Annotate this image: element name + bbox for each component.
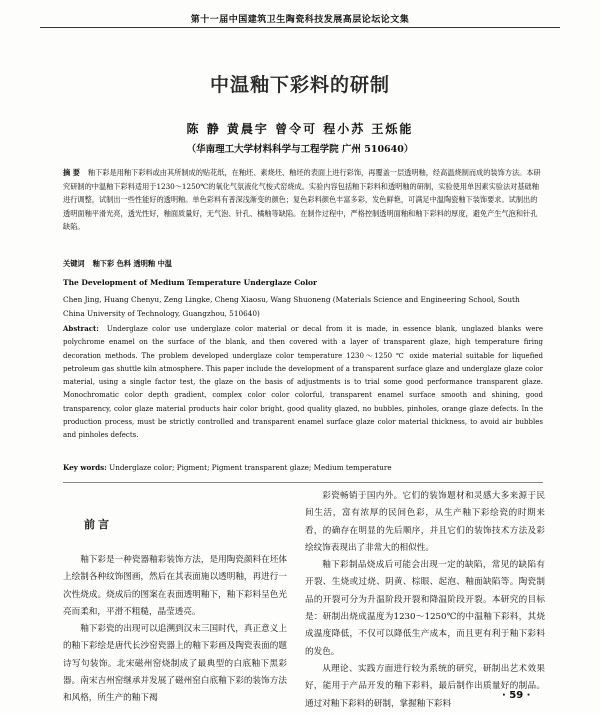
chinese-abstract-label: 摘 要 — [63, 168, 80, 177]
body-paragraph: 釉下彩是一种瓷器釉彩装饰方法，是用陶瓷颜料在坯体上绘制各种纹饰图画，然后在其表面施以透明釉，再进行一次性烧成。烧成后的图案在表面透明釉下，釉下彩料呈色光亮而柔和，平滑不粗糙，晶莹透亮。 — [63, 555, 287, 617]
running-head: 第十一届中国建筑卫生陶瓷科技发展高层论坛论文集 — [190, 15, 410, 25]
chinese-keywords-label: 关键词 — [63, 259, 85, 268]
section-heading: 前言 — [84, 518, 112, 531]
paper-authors: 陈 静 黄晨宇 曾令可 程小苏 王烁能 — [186, 122, 414, 136]
english-abstract — [63, 322, 543, 462]
english-title: The Development of Medium Temperature Underglaze Color — [63, 278, 317, 287]
english-keywords — [63, 463, 543, 472]
section-divider — [63, 482, 543, 483]
english-keywords-label: Key words: — [63, 463, 107, 472]
left-column — [63, 552, 287, 712]
author-affiliation: （华南理工大学材料科学与工程学院 广州 510640） — [186, 144, 414, 155]
english-abstract-label: Abstract: — [63, 324, 99, 333]
body-paragraph: 釉下彩瓷的出现可以追溯到汉末三国时代，真正意义上的釉下彩绘是唐代长沙窑瓷器上的釉下彩画及陶瓷表面的题诗写句装饰。北宋磁州窑烧制成了最典型的白底釉下黑彩器。南宋吉州窑继承并发展了磁州窑白底釉下彩的装饰方法和风格，所生产的釉下褐 — [63, 624, 287, 704]
body-paragraph: 釉下彩制品烧成后可能会出现一定的缺陷，常见的缺陷有开裂、生烧或过烧、阴黄、棕眼、起泡、釉面缺陷等。陶瓷制品的开裂可分为升温阶段开裂和降温阶段开裂。本研究的目标是：研制出烧成温度为1230～1250℃的中温釉下彩料，其烧成温度降低，不仅可以降低生产成本，而且更有利于釉下彩料的发色。 — [305, 560, 545, 657]
body-paragraph: 从理论、实践方面进行较为系统的研究，研制出艺术效果好，能用于产品开发的釉下彩料，最后制作出质量好的制品。通过对釉下彩料的研制，掌握釉下彩料 — [305, 663, 545, 709]
chinese-abstract-text: 釉下彩是用釉下彩料或由其所制成的贴花纸，在釉坯、素烧坯、釉坯的表面上进行彩饰，再覆盖一层透明釉，经高温烧制而成的装饰方法。本研究研制的中温釉下彩料适用于1230～1250℃的氧化气氛液化气梭式窑烧成。实验内容包括釉下彩料和透明釉的研制，实验使用单因素实验法对基础釉进行调整，试制出一些性能好的透明釉。单色彩料有普深浅渐变的颜色；复色彩料颜色丰富多彩，发色鲜艳，可满足中温陶瓷釉下装饰要求。试制出的透明面釉平滑光亮，透光性好，釉面质量好，无气泡、针孔、橘釉等缺陷。在制作过程中，严格控制透明面釉和釉下彩料的厚度，避免产生气泡和针孔缺陷。 — [63, 168, 541, 231]
english-authors: Chen Jing, Huang Chenyu, Zeng Lingke, Cheng Xiaosu, Wang Shuoneng (Materials Science and Engineering School, South China University of Technology, Guangzhou, 510640) — [63, 295, 520, 318]
chinese-abstract — [63, 166, 543, 258]
english-abstract-text: Underglaze color use underglaze color material or decal from it is made, in essence blank, unglazed blanks were polychrome enamel on the surface of the blank, and then covered with a layer of transparent glaze, high temperature firing decoration methods. The problem developed underglaze color temperature 1230～1250 ℃ oxide material suitable for liquefied petroleum gas shuttle kiln atmosphere. This paper include the development of a transparent surface glaze and underglaze glaze color material, using a single factor test, the glaze on the basis of adjustments is to trial some good performance transparent glaze. Monochromatic color depth gradient, complex color color colorful, transparent enamel surface smooth and shining, good transparency, color glaze material products hair color bright, good quality glazed, no bubbles, pinholes, orange glaze defects. In the production process, must be strictly controlled and transparent enamel surface glaze color material thickness, to avoid air bubbles and pinholes defects. — [63, 325, 543, 440]
chinese-keywords — [63, 259, 543, 269]
page-number: · 59 · — [502, 690, 531, 701]
chinese-keywords-text: 釉下彩 色料 透明釉 中温 — [92, 259, 172, 268]
paper-title: 中温釉下彩料的研制 — [209, 74, 390, 96]
header-rule — [40, 27, 560, 28]
english-keywords-text: Underglaze color; Pigment; Pigment transparent glaze; Medium temperature — [109, 463, 392, 472]
body-paragraph: 彩瓷畅销于国内外。它们的装饰题材和灵感大多来源于民间生活，富有浓厚的民间色彩，从生产釉下彩绘瓷的时期来看，的确存在明显的先后顺序，并且它们的装饰技术方法及彩绘纹饰表现出了非常大的相似性。 — [305, 491, 545, 553]
